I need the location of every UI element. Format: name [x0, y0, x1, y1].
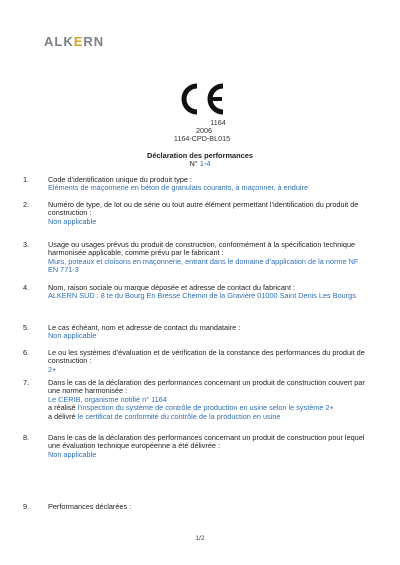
- ce-mark-icon: [175, 82, 227, 116]
- list-item: [23, 433, 368, 459]
- list-item: [23, 348, 368, 374]
- list-item: [23, 175, 368, 193]
- item-number: 6.: [23, 348, 30, 357]
- list-item: [23, 323, 368, 341]
- item-continuation: [48, 413, 368, 421]
- item-question: Nom, raison sociale ou marque déposée et adresse de contact du fabricant :: [48, 283, 296, 292]
- page-number: 1/2: [195, 535, 205, 542]
- item-answer: 2+: [48, 364, 57, 374]
- item-answer: l’inspection du système de contrôle de production en usine selon le système 2+: [77, 403, 334, 413]
- item-number: 4.: [23, 283, 30, 292]
- logo-text: ALKERN: [44, 34, 105, 49]
- document-number: [0, 159, 400, 168]
- item-answer: Non applicable: [48, 449, 97, 459]
- item-answer: Le CERIB, organisme notifié n° 1164: [48, 394, 167, 404]
- notified-body-number: 1164: [210, 118, 226, 127]
- item-number: 5.: [23, 323, 30, 332]
- certificate-reference: 1164-CPD-BL015: [173, 134, 231, 143]
- item-question: Numéro de type, de lot ou de série ou tout autre élément permettant l’identification du produit de construction :: [48, 200, 359, 218]
- list-item: [23, 240, 368, 275]
- item-question: Usage ou usages prévus du produit de construction, conformément à la spécification technique harmonisée applicable, comme prévu par le fabricant :: [48, 240, 356, 258]
- certificate-year: 2006: [196, 126, 212, 135]
- document-title: Déclaration des performances: [147, 151, 253, 160]
- item-answer: le certificat de conformité du contrôle de la production en usine: [77, 411, 281, 421]
- item-verb: a délivré: [48, 411, 76, 421]
- number-value: 1-4: [199, 159, 211, 168]
- item-question: Performances déclarées :: [48, 502, 132, 511]
- list-item: [23, 378, 368, 421]
- item-question: Code d’identification unique du produit type :: [48, 175, 193, 184]
- item-question: Le cas échéant, nom et adresse de contact du mandataire :: [48, 323, 241, 332]
- list-item: [23, 283, 368, 301]
- item-number: 3.: [23, 240, 30, 249]
- item-answer: Non applicable: [48, 216, 97, 226]
- item-number: 2.: [23, 200, 30, 209]
- item-answer: Murs, poteaux et cloisons en maçonnerie, entrant dans le domaine d’application de la norme NF EN 771-3: [48, 256, 359, 275]
- item-number: 1.: [23, 175, 30, 184]
- item-question: Dans le cas de la déclaration des performances concernant un produit de construction couvert par une norme harmonisée :: [48, 378, 365, 396]
- item-answer: Eléments de maçonnerie en béton de granulats courants, à maçonner, à enduire: [48, 183, 309, 193]
- item-number: 8.: [23, 433, 30, 442]
- item-answer: ALKERN SUD : 8 te du Bourg En Bresse Chemin de la Gravière 01000 Saint Denis Les Bourgs: [48, 291, 356, 301]
- alkern-logo: [44, 34, 104, 49]
- item-answer: Non applicable: [48, 331, 97, 341]
- item-number: 9.: [23, 502, 30, 511]
- item-question: Le ou les systèmes d’évaluation et de vérification de la constance des performances du produit de construction :: [48, 348, 365, 366]
- list-item: [23, 502, 368, 511]
- item-number: 7.: [23, 378, 30, 387]
- number-label: N°: [189, 159, 198, 168]
- item-verb: a réalisé: [48, 403, 76, 413]
- item-question: Dans le cas de la déclaration des performances concernant un produit de construction pour lequel une évaluation technique européenne a été délivrée :: [48, 433, 365, 451]
- list-item: [23, 200, 368, 226]
